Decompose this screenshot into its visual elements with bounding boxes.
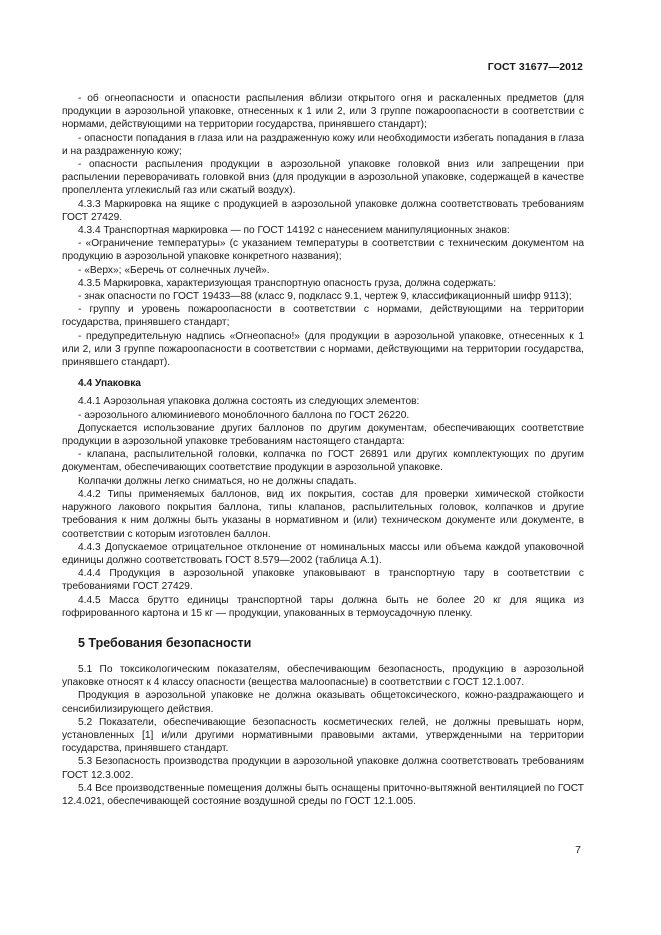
paragraph: - опасности распыления продукции в аэрозольной упаковке головкой вниз или запрещении при распылении переворачивать головкой вниз (для продукции в аэрозольной упаковке, содержащей в качестве пропеллента углекислый газ или сжатый воздух).	[62, 159, 584, 197]
paragraph: Колпачки должны легко сниматься, но не должны спадать.	[78, 475, 357, 487]
paragraph: 4.4.3 Допускаемое отрицательное отклонение от номинальных массы или объема каждой упаковочной единицы должно соответствовать ГОСТ 8.579—2002 (таблица А.1).	[62, 541, 584, 566]
page-content	[62, 92, 584, 808]
paragraph: - предупредительную надпись «Огнеопасно!» (для продукции в аэрозольной упаковке, отнесенных к 1 или 2, или 3 группе пожароопасности в соответствии с нормами, действующими на территории государства, принявшего стандарт).	[62, 330, 584, 369]
paragraph: 5.3 Безопасность производства продукции в аэрозольной упаковке должна соответствовать требованиям ГОСТ 12.3.002.	[62, 756, 584, 781]
paragraph: 4.4.5 Масса брутто единицы транспортной тары должна быть не более 20 кг для ящика из гофрированного картона и 15 кг — продукции, упакованных в термоусадочную пленку.	[62, 594, 584, 619]
paragraph: 4.4.4 Продукция в аэрозольной упаковке упаковывают в транспортную тару в соответствии с требованиями ГОСТ 27429.	[62, 568, 584, 593]
paragraph: - знак опасности по ГОСТ 19433—88 (класс 9, подкласс 9.1, чертеж 9, классификационный шифр 9113);	[78, 291, 572, 303]
paragraph: 4.3.3 Маркировка на ящике с продукцией в аэрозольной упаковке должна соответствовать требованиям ГОСТ 27429.	[62, 198, 584, 223]
paragraph: - группу и уровень пожароопасности в соответствии с нормами, действующими на территории государства, принявшего стандарт;	[62, 304, 584, 329]
paragraph: 4.4.2 Типы применяемых баллонов, вид их покрытия, состав для проверки химической стойкости наружного лакового покрытия баллона, типы клапанов, распылительных головок, колпачков и другие требования к ним должны быть указаны в нормативном и (или) техническом документе или документе, в соответствии с которым изготовлен баллон.	[62, 488, 584, 540]
paragraph: 5.2 Показатели, обеспечивающие безопасность косметических гелей, не должны превышать норм, установленных [1] и/или другими нормативными правовыми актами, утвержденными на территории государства, принявшего стандарт.	[62, 716, 584, 755]
paragraph: - «Ограничение температуры» (с указанием температуры в соответствии с техническим документом на продукцию в аэрозольной упаковке конкретного названия);	[62, 238, 584, 263]
subsection-heading: 4.4 Упаковка	[78, 378, 141, 390]
page-number: 7	[575, 844, 581, 856]
paragraph: - «Верх»; «Беречь от солнечных лучей».	[78, 264, 270, 276]
paragraph: - опасности попадания в глаза или на раздраженную кожу или необходимости избегать попадания в глаза и на раздраженную кожу;	[62, 132, 584, 157]
paragraph: - аэрозольного алюминиевого моноблочного баллона по ГОСТ 26220.	[78, 409, 410, 421]
paragraph: - об огнеопасности и опасности распыления вблизи открытого огня и раскаленных предметов (для продукции в аэрозольной упаковке, отнесенных к 1 или 2, или 3 группе пожароопасности в соответствии с нормами, действующими на территории государства, принявшего стандарт);	[62, 93, 584, 131]
paragraph: 4.3.4 Транспортная маркировка — по ГОСТ 14192 с нанесением манипуляционных знаков:	[78, 225, 510, 237]
paragraph: Продукция в аэрозольной упаковке не должна оказывать общетоксического, кожно-раздражающего и сенсибилизирующего действия.	[62, 690, 584, 715]
paragraph: 4.4.1 Аэрозольная упаковка должна состоять из следующих элементов:	[78, 396, 420, 408]
paragraph: 5.4 Все производственные помещения должны быть оснащены приточно-вытяжной вентиляцией по ГОСТ 12.4.021, обеспечивающей состояние воздушной среды по ГОСТ 12.1.005.	[62, 782, 584, 807]
section-heading: 5 Требования безопасности	[78, 635, 252, 650]
paragraph: 4.3.5 Маркировка, характеризующая транспортную опасность груза, должна содержать:	[78, 277, 497, 289]
paragraph: Допускается использование других баллонов по другим документам, обеспечивающих соответствие продукции в аэрозольной упаковке требованиям настоящего стандарта:	[62, 422, 584, 448]
paragraph: 5.1 По токсикологическим показателям, обеспечивающим безопасность, продукцию в аэрозольной упаковке относят к 4 классу опасности (вещества малоопасные) в соответствии с ГОСТ 12.1.007.	[62, 663, 584, 689]
document-header: ГОСТ 31677—2012	[487, 61, 583, 73]
paragraph: - клапана, распылительной головки, колпачка по ГОСТ 26891 или других комплектующих по другим документам, обеспечивающих соответствие продукции в аэрозольной упаковке.	[62, 449, 584, 474]
